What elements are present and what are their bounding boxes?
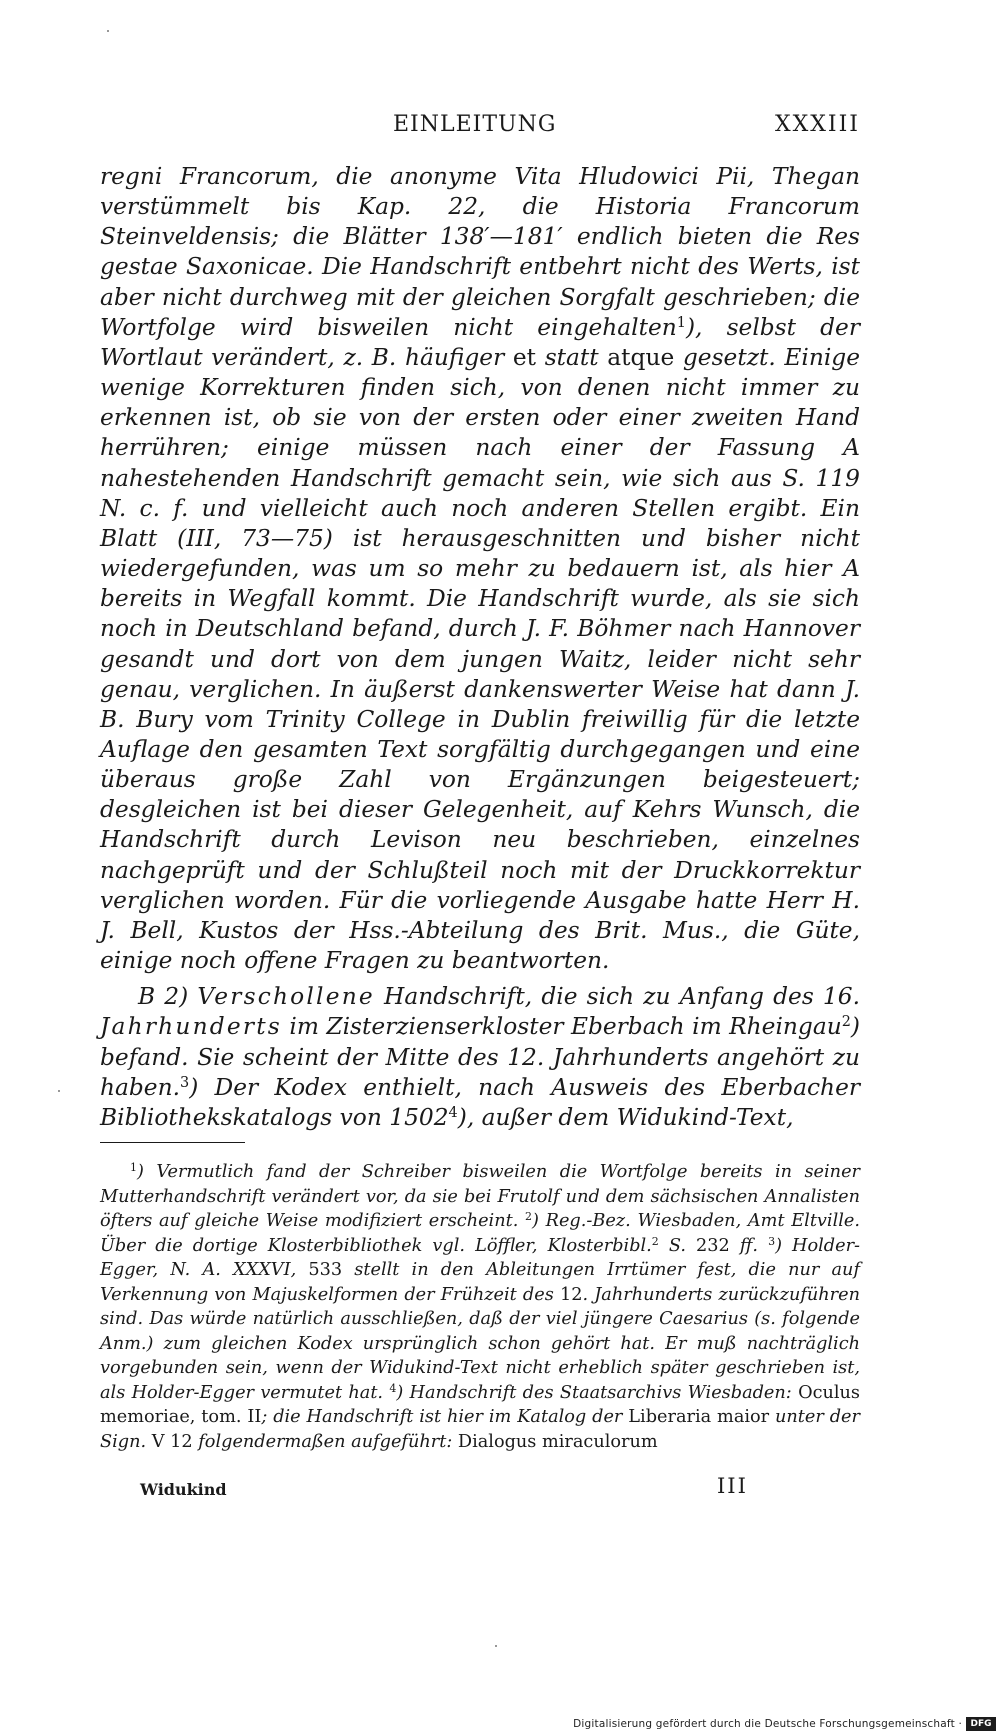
shelfmark: V 12	[151, 1431, 193, 1452]
footnote-number: 2	[525, 1209, 533, 1223]
main-text	[100, 162, 860, 1133]
footnote-text: ) Holder-Egger, N. A. XXXVI,	[100, 1235, 860, 1280]
footnote-ref-4: 4	[448, 1104, 458, 1121]
text-run: ) Der Kodex enthielt, nach Ausweis des Eberbacher Bibliothekskatalogs von 1502	[100, 1073, 860, 1131]
running-head	[100, 112, 860, 146]
latin-title: Dialogus miraculorum	[457, 1431, 658, 1452]
footnote-rule	[100, 1142, 245, 1143]
page-ref: 232	[696, 1235, 730, 1256]
latin-title: Liberaria maior	[628, 1407, 770, 1427]
text-run: regni Francorum, die anonyme Vita Hludowici Pii, Thegan verstümmelt bis Kap. 22, die Historia Francorum Steinveldensis; die Blätter 138′—181′ endlich bieten die Res gestae Saxonicae. Die Handschrift entbehrt nicht des Werts, ist aber nicht durchweg mit der gleichen Sorgfalt geschrieben; die Wortfolge wird bisweilen nicht eingehalten	[100, 163, 860, 341]
footnote-number: 4	[389, 1381, 397, 1395]
footnote-text: folgendermaßen aufgeführt:	[192, 1431, 458, 1452]
footnote-ref-1: 1	[676, 314, 686, 331]
text-run: gesetzt. Einige wenige Korrekturen finden sich, von denen nicht immer zu erkennen ist, ob sie von der ersten oder einer zweiten Hand herrühren; einige müssen nach einer der Fassung A nahestehenden Handschrift gemacht sein, wie sich aus S. 119 N. c. f. und vielleicht auch noch anderen Stellen ergibt. Ein Blatt (III, 73—75) ist herausgeschnitten und bisher nicht wiedergefunden, was um so mehr zu bedauern ist, als hier A bereits in Wegfall kommt. Die Handschrift wurde, als sie sich noch in Deutschland befand, durch J. F. Böhmer nach Hannover gesandt und dort von dem jungen Waitz, leider nicht sehr genau, verglichen. In äußerst dankenswerter Weise hat dann J. B. Bury vom Trinity College in Dublin freiwillig für die letzte Auflage den gesamten Text sorgfältig durchgegangen und eine überaus große Zahl von Ergänzungen beigesteuert; desgleichen ist bei dieser Gelegenheit, auf Kehrs Wunsch, die Handschrift durch Levison neu beschrieben, einzelnes nachgeprüft und der Schlußteil noch mit der Druckkorrektur verglichen worden. Für die vorliegende Ausgabe hatte Herr H. J. Bell, Kustos der Hss.-Abteilung des Brit. Mus., die Güte, einige noch offene Fragen zu beantworten.	[100, 343, 860, 975]
text-run: B 2)	[138, 983, 198, 1011]
footnotes	[100, 1160, 860, 1454]
footnote-text: ; die Handschrift ist hier im Katalog der	[261, 1407, 629, 1427]
text-run: Handschrift, die sich zu Anfang des 16.	[374, 983, 860, 1011]
paragraph-2	[100, 982, 860, 1133]
latin-word: et	[512, 343, 537, 371]
footnote-ref-3: 3	[180, 1074, 190, 1091]
text-run: statt	[536, 343, 608, 371]
latin-title: Oculus memoriae, tom. II	[100, 1382, 860, 1427]
paragraph-1	[100, 162, 860, 976]
page-ref: 533	[308, 1260, 343, 1280]
century-number: 12	[559, 1284, 583, 1305]
footnote-text: ff.	[729, 1235, 769, 1256]
footnote-block	[100, 1160, 860, 1454]
footnote-text: ) Vermutlich fand der Schreiber bisweilen die Wortfolge bereits in seiner Mutterhandschrift verändert vor, da sie bei Frutolf und dem sächsischen Annalisten öfters auf gleiche Weise modifiziert erscheint.	[100, 1162, 860, 1231]
footnote-text: stellt in den Ableitungen Irrtümer fest, die nur auf Verkennung von Majuskelformen der Frühzeit des	[100, 1260, 860, 1305]
footnote-number: 1	[130, 1160, 137, 1174]
sheet-number: III	[717, 1474, 748, 1498]
footnote-text: ) Handschrift des Staatsarchivs Wiesbaden:	[396, 1382, 799, 1403]
footnote-text: unter der Sign.	[100, 1407, 860, 1452]
page-number: XXXIII	[774, 112, 860, 137]
edition-number: 2	[651, 1234, 659, 1248]
text-run: ) befand. Sie scheint der Mitte des 12. Jahrhunderts angehört zu haben.	[100, 1013, 860, 1101]
footnote-text: . Jahrhunderts zurückzuführen sind. Das würde natürlich ausschließen, daß der viel jüngere Caesarius (s. folgende Anm.) zum gleichen Kodex ursprünglich schon gehört hat. Er muß nachträglich vorgebunden sein, wenn der Widukind-Text nicht erheblich später geschrieben ist, als Holder-Egger vermutet hat.	[100, 1284, 860, 1403]
scan-speck	[495, 1645, 497, 1647]
running-head-title: EINLEITUNG	[393, 112, 557, 137]
dfg-logo: DFG	[966, 1717, 996, 1731]
scan-speck	[107, 30, 109, 32]
signature-label: Widukind	[140, 1480, 227, 1499]
latin-word: atque	[607, 343, 675, 371]
footnote-text: ) Reg.-Bez. Wiesbaden, Amt Eltville. Über die dortige Klosterbibliothek vgl. Löffler, Klosterbibl.	[100, 1211, 860, 1256]
digitization-notice: Digitalisierung gefördert durch die Deutsche Forschungsgemeinschaft ·	[573, 1718, 962, 1730]
text-run: ), selbst der Wortlaut verändert, z. B. häufiger	[100, 313, 860, 371]
spaced-word: Verschollene	[197, 983, 375, 1011]
spaced-word: Jahrhunderts	[100, 1013, 282, 1041]
scan-speck	[58, 1090, 60, 1092]
text-run: ), außer dem Widukind-Text,	[457, 1103, 794, 1131]
text-run: im Zisterzienserkloster Eberbach im Rheingau	[281, 1013, 842, 1041]
footnote-number: 3	[768, 1234, 776, 1248]
footnote-text: S.	[658, 1235, 697, 1256]
footnote-ref-2: 2	[841, 1014, 851, 1031]
